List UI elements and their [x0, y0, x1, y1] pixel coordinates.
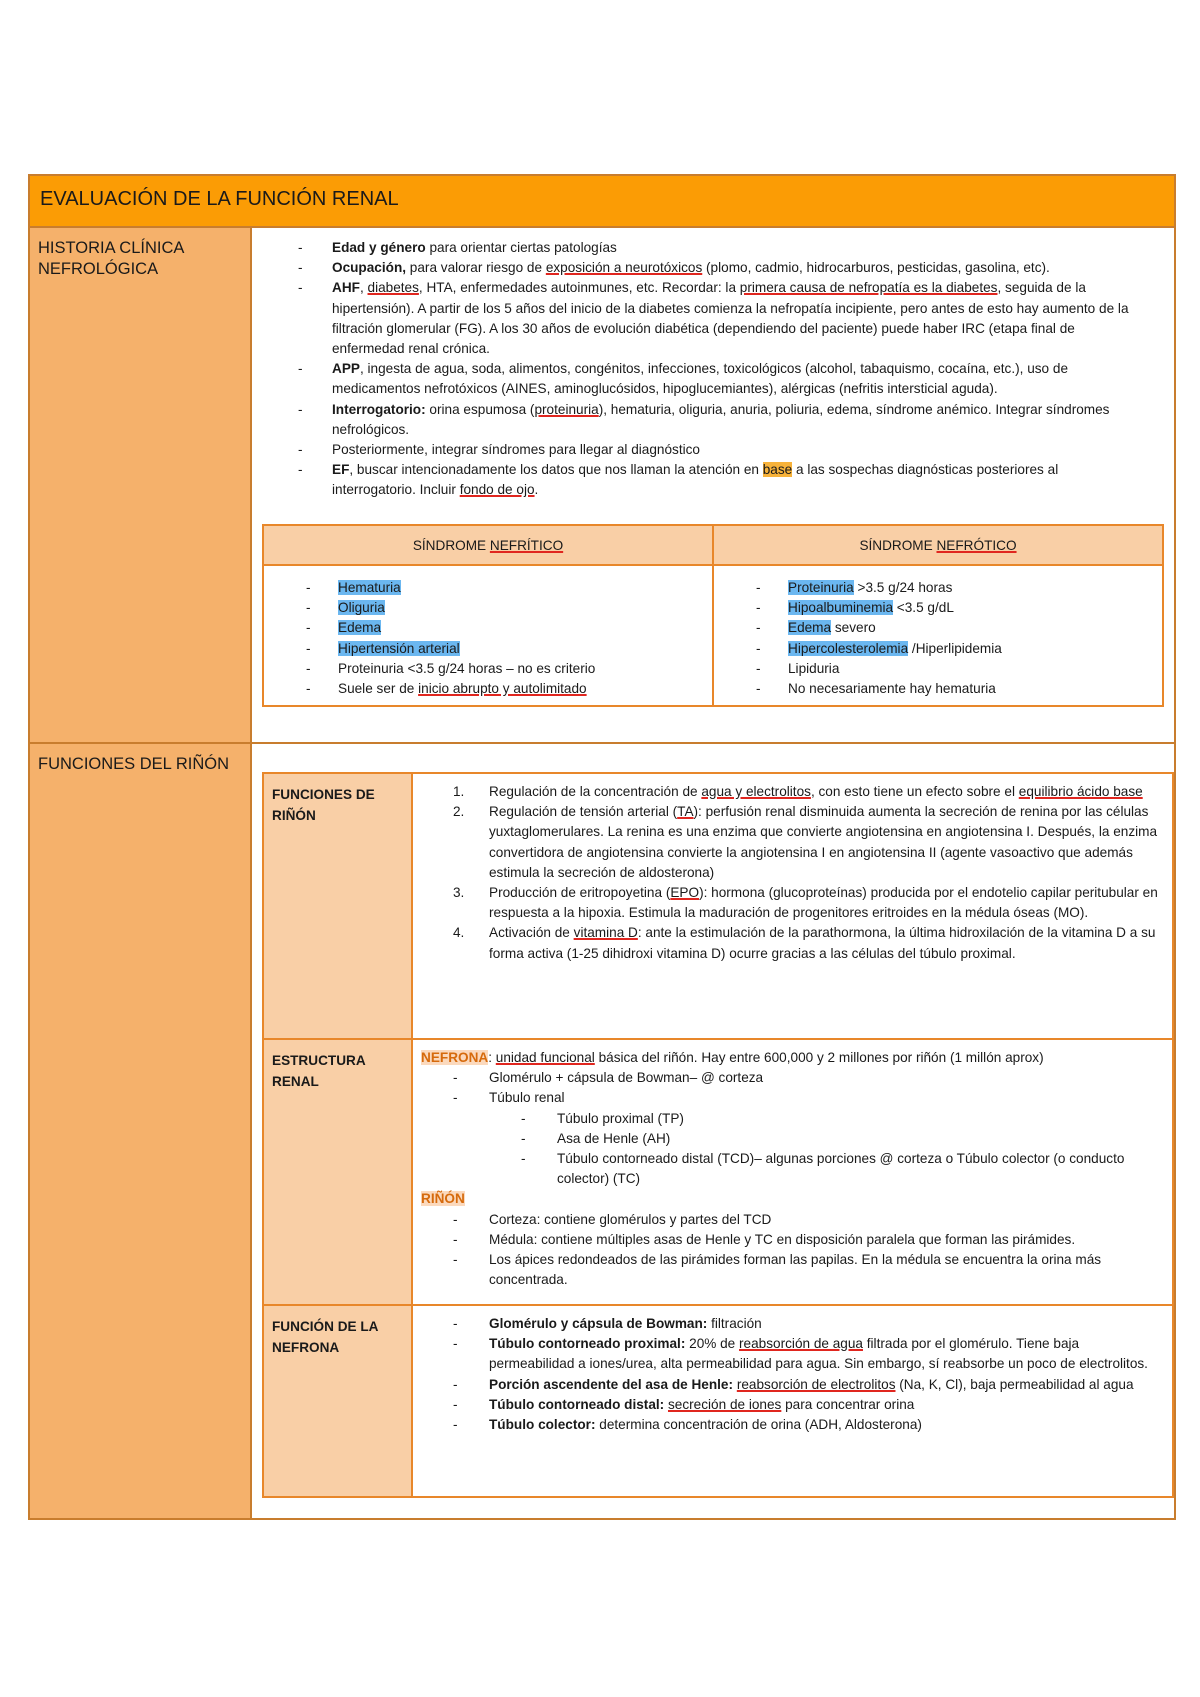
list-item — [754, 598, 1162, 618]
list-item — [421, 782, 1162, 802]
item-highlight: base — [762, 462, 793, 478]
list-item — [421, 923, 1162, 963]
list-item — [754, 679, 1162, 699]
item-text: : ante la estimulación de la parathormona, la última hidroxilación de la vitamina D a su forma activa (1-25 dihidroxi vitamina D) ocurre gracias a las células del túbulo proximal. — [489, 925, 1156, 961]
item-text: determina concentración de orina (ADH, Aldosterona) — [595, 1417, 922, 1433]
item-underlined: secreción de iones — [667, 1396, 782, 1412]
item-bold: Porción ascendente del asa de Henle: — [489, 1376, 734, 1392]
item-underlined: inicio abrupto y autolimitado — [418, 681, 587, 697]
evaluation-sheet — [28, 174, 1176, 1520]
item-text: , buscar intencionadamente los datos que nos llaman la atención en — [349, 462, 763, 478]
list-item — [754, 659, 1162, 679]
item-underlined: reabsorción de electrolitos — [736, 1376, 896, 1392]
item-underlined: EPO — [670, 885, 700, 901]
item-bold: Túbulo colector: — [489, 1417, 596, 1433]
item-text: (plomo, cadmio, hidrocarburos, pesticidas, gasolina, etc). — [702, 260, 1050, 276]
funcion-nefrona-body — [412, 1305, 1173, 1497]
item-bold: Edad y género — [332, 240, 426, 255]
funcion-nefrona-list — [421, 1314, 1162, 1435]
estructura-body — [412, 1039, 1173, 1305]
header-underlined: NEFRÍTICO — [489, 537, 564, 553]
rinon-line — [421, 1189, 1162, 1209]
item-bold: Túbulo contorneado distal: — [489, 1396, 665, 1412]
list-item: - Túbulo proximal (TP) — [421, 1109, 1162, 1129]
item-number: 2. — [453, 804, 465, 820]
list-item — [421, 1375, 1162, 1395]
list-item — [296, 440, 1136, 460]
item-text: severo — [831, 620, 876, 636]
item-text: orina espumosa ( — [425, 401, 535, 417]
list-item — [421, 1334, 1162, 1374]
header-text: SÍNDROME — [859, 537, 937, 553]
section-content — [252, 744, 1174, 1518]
list-item — [304, 598, 712, 618]
item-text: Activación de — [489, 925, 574, 941]
nefrotico-cell — [713, 565, 1163, 706]
item-text: <3.5 g/dL — [893, 600, 954, 616]
list-item — [296, 278, 1136, 359]
tubulo-sublist — [421, 1109, 1162, 1190]
list-item — [296, 258, 1136, 278]
list-item — [421, 1415, 1162, 1435]
list-item — [296, 400, 1136, 440]
item-underlined: reabsorción de agua — [739, 1336, 863, 1352]
list-item — [304, 679, 712, 699]
item-text: : — [488, 1050, 496, 1065]
item-text: Proteinuria <3.5 g/24 horas – no es criterio — [338, 660, 596, 676]
item-number: 3. — [453, 885, 465, 901]
nefrotico-header — [713, 525, 1163, 565]
section-label: HISTORIA CLÍNICA NEFROLÓGICA — [30, 228, 252, 742]
item-text: ), hematuria, oliguria, anuria, poliuria, edema, síndrome anémico. Integrar síndromes nefrológicos. — [332, 401, 1110, 437]
nefritico-header — [263, 525, 713, 565]
estructura-label: ESTRUCTURA RENAL — [263, 1039, 412, 1305]
list-item — [754, 578, 1162, 598]
item-text: filtración — [707, 1316, 762, 1331]
header-text: SÍNDROME — [412, 537, 490, 553]
item-underlined: vitamina D — [573, 925, 638, 941]
item-highlight: Hipercolesterolemia — [788, 640, 909, 656]
item-text: Regulación de tensión arterial ( — [489, 804, 678, 820]
header-underlined: NEFRÓTICO — [936, 537, 1017, 553]
section-historia-clinica — [30, 228, 1174, 744]
rinon-heading: RIÑÓN — [421, 1191, 465, 1207]
item-text: >3.5 g/24 horas — [853, 580, 953, 595]
item-text: para valorar riesgo de — [406, 260, 546, 276]
item-text: filtrada por el glomérulo. Tiene baja permeabilidad a iones/urea, alta permeabilidad para agua. Sin embargo, sí reabsorbe un poco de electrolitos. — [489, 1336, 1148, 1372]
list-item — [304, 578, 712, 598]
item-bold: APP — [332, 361, 360, 377]
list-item: - Los ápices redondeados de las pirámides forman las papilas. En la médula se encuentra la orina más concentrada. — [421, 1250, 1162, 1290]
item-underlined: diabetes — [367, 280, 419, 296]
item-highlight: Hematuria — [338, 580, 401, 595]
item-text: Lipiduria — [788, 660, 840, 676]
nefritico-cell — [263, 565, 713, 706]
funcion-nefrona-label: FUNCIÓN DE LA NEFRONA — [263, 1305, 412, 1497]
item-bold: Interrogatorio: — [332, 401, 426, 417]
list-item — [421, 1395, 1162, 1415]
item-highlight: Proteinuria — [788, 580, 854, 595]
item-text: , con esto tiene un efecto sobre el — [810, 784, 1019, 799]
functions-table — [262, 772, 1174, 1498]
item-text: para concentrar orina — [781, 1396, 915, 1412]
item-highlight: Hipertensión arterial — [338, 640, 460, 656]
nefrotico-list — [754, 578, 1162, 699]
list-item: - Asa de Henle (AH) — [421, 1129, 1162, 1149]
item-text: , seguida de la hipertensión). A partir de los 5 años del inicio de la diabetes comienza la nefropatía incipiente, pero antes de esto hay aumento de la filtración glomerular (FG). A los 30 años de evolución diabética (dependiendo del paciente) puede haber IRC (etapa final de enfermedad renal crónica. — [332, 280, 1129, 357]
item-bold: AHF — [332, 280, 360, 296]
item-text: para orientar ciertas patologías — [425, 240, 617, 255]
list-item — [296, 238, 1136, 258]
section-content — [252, 228, 1174, 742]
item-underlined: proteinuria — [534, 401, 599, 417]
nefritico-list — [304, 578, 712, 699]
item-text: a las sospechas diagnósticas posteriores al interrogatorio. Incluir — [332, 462, 1059, 498]
nefrona-line — [421, 1048, 1162, 1068]
item-underlined: primera causa de nefropatía es la diabetes — [739, 280, 998, 296]
item-bold: Túbulo contorneado proximal: — [489, 1336, 686, 1352]
syndromes-table — [262, 524, 1164, 707]
item-highlight: Oliguria — [338, 600, 385, 616]
nefrona-heading: NEFRONA — [421, 1050, 489, 1065]
list-item — [754, 618, 1162, 638]
nefrona-list — [421, 1068, 1162, 1108]
item-highlight: Edema — [338, 620, 382, 636]
item-text: , ingesta de agua, soda, alimentos, congénitos, infecciones, toxicológicos (alcohol, tabaquismo, cocaína, etc.), uso de medicamentos nefrotóxicos (AINES, aminoglucósidos, hipoglucemiantes), alérgicas (nefritis intersticial aguda). — [332, 361, 1069, 397]
item-underlined: equilibrio ácido base — [1018, 784, 1143, 799]
funciones-body — [412, 773, 1173, 1039]
list-item — [421, 1314, 1162, 1334]
item-text: ): hormona (glucoproteínas) producida por el endotelio capilar peritubular en respuesta a la hipoxia. Estimula la maduración de progenitores eritroides en la médula óseas (MO). — [489, 885, 1158, 921]
item-text: básica del riñón. Hay entre 600,000 y 2 millones por riñón (1 millón aprox) — [594, 1050, 1044, 1065]
list-item: - Túbulo contorneado distal (TCD)– algunas porciones @ corteza o Túbulo colector (o conducto colector) (TC) — [421, 1149, 1162, 1189]
item-text: No necesariamente hay hematuria — [788, 681, 996, 697]
item-number: 4. — [453, 925, 465, 941]
item-bold: Ocupación, — [332, 260, 407, 276]
historia-list — [296, 238, 1136, 501]
list-item: - Túbulo renal — [421, 1088, 1162, 1108]
item-bold: Glomérulo y cápsula de Bowman: — [489, 1316, 708, 1331]
item-highlight: Hipoalbuminemia — [788, 600, 894, 616]
item-text: ): perfusión renal disminuida aumenta la secreción de renina por las células yuxtaglomerulares. La renina es una enzima que convierte angiotensina en angiotensina I. Después, la enzima convertidora de angiotensina convierte la angiotensina I en angiotensina II (agente vasoactivo que además estimula la secreción de aldosterona) — [489, 804, 1158, 880]
list-item — [304, 639, 712, 659]
item-text: , HTA, enfermedades autoinmunes, etc. Recordar: la — [418, 280, 740, 296]
item-text: (Na, K, Cl), baja permeabilidad al agua — [895, 1376, 1134, 1392]
list-item: - Glomérulo + cápsula de Bowman– @ corteza — [421, 1068, 1162, 1088]
list-item — [421, 883, 1162, 923]
list-item — [296, 460, 1136, 500]
item-highlight: Edema — [788, 620, 832, 636]
item-text: . — [534, 482, 539, 498]
list-item — [754, 639, 1162, 659]
item-number: 1. — [453, 784, 465, 799]
item-text: , — [359, 280, 368, 296]
list-item: - Médula: contiene múltiples asas de Henle y TC en disposición paralela que forman las pirámides. — [421, 1230, 1162, 1250]
section-funciones-rinon — [30, 744, 1174, 1518]
list-item — [421, 802, 1162, 883]
item-text: Posteriormente, integrar síndromes para llegar al diagnóstico — [332, 442, 700, 458]
section-label: FUNCIONES DEL RIÑÓN — [30, 744, 252, 1518]
rinon-list — [421, 1210, 1162, 1291]
item-text: Suele ser de — [338, 681, 419, 697]
funciones-label: FUNCIONES DE RIÑÓN — [263, 773, 412, 1039]
list-item: - Corteza: contiene glomérulos y partes del TCD — [421, 1210, 1162, 1230]
item-underlined: exposición a neurotóxicos — [545, 260, 703, 276]
item-underlined: unidad funcional — [495, 1050, 595, 1065]
item-text: Producción de eritropoyetina ( — [489, 885, 671, 901]
item-text: /Hiperlipidemia — [908, 640, 1002, 656]
item-underlined: agua y electrolitos — [701, 784, 811, 799]
item-text: 20% de — [685, 1336, 740, 1352]
list-item — [304, 618, 712, 638]
list-item — [304, 659, 712, 679]
item-underlined: TA — [677, 804, 694, 820]
item-text: Regulación de la concentración de — [489, 784, 702, 799]
item-underlined: fondo de ojo — [459, 482, 535, 498]
funciones-list — [421, 782, 1162, 964]
list-item — [296, 359, 1136, 399]
document-title: EVALUACIÓN DE LA FUNCIÓN RENAL — [30, 176, 1174, 228]
item-bold: EF — [332, 462, 350, 478]
